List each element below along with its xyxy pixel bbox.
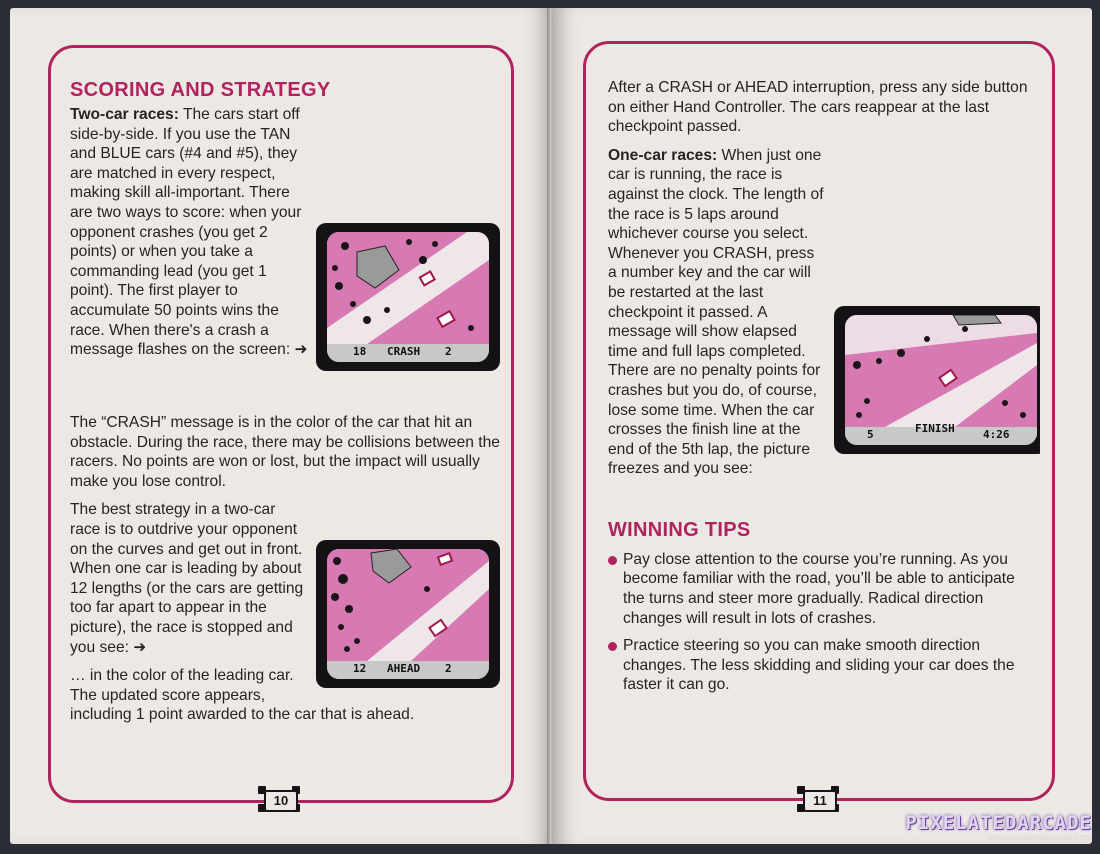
finish-message: FINISH <box>915 421 955 435</box>
crash-message-paragraph: The “CRASH” message is in the color of the car that hit an obstacle. During the race, there may be collisions between the racers. No points are won or lost, but the impact will usually make you lose control. <box>70 414 500 490</box>
ahead-screen-image <box>316 540 500 688</box>
arrow-right-icon: ➜ <box>133 638 147 656</box>
leading-car-paragraph: … in the color of the leading car. The updated score appears, including 1 point awarded to the car that is ahead. <box>70 667 415 724</box>
right-page <box>553 8 1092 844</box>
ahead-screen-status <box>327 659 489 674</box>
crash-screen-status <box>327 342 489 357</box>
right-page-content <box>608 78 1040 703</box>
interruption-paragraph: After a CRASH or AHEAD interruption, press any side button on either Hand Controller. The cars reappear at the last checkpoint passed. <box>608 79 1028 136</box>
finish-time: 4:26 <box>983 427 1010 441</box>
watermark <box>905 812 1092 842</box>
left-page <box>10 8 550 844</box>
crash-score-right: 2 <box>445 345 452 358</box>
winning-tips-heading: WINNING TIPS <box>608 518 751 541</box>
winning-tips-list <box>608 550 1040 695</box>
crash-score-left: 18 <box>353 345 367 358</box>
page-number-10: 10 <box>264 790 298 812</box>
scoring-block-1 <box>70 105 506 377</box>
strategy-paragraph: The best strategy in a two-car race is to outdrive your opponent on the curves and get out in front. When one car is leading by about 12 lengths (or the cars are getting too far apart to appear in the picture), the race is stopped and you see: ➜ <box>70 501 304 656</box>
finish-screen-image <box>834 306 1040 454</box>
watermark-name: PIXELATEDARCADE <box>905 812 1092 834</box>
crash-message: CRASH <box>387 345 421 358</box>
one-car-block <box>608 146 1040 488</box>
scoring-heading: SCORING AND STRATEGY <box>70 79 331 101</box>
finish-laps: 5 <box>867 427 874 441</box>
finish-screen-status <box>845 421 1037 441</box>
page-number-11: 11 <box>803 790 837 812</box>
scoring-block-2 <box>70 500 506 734</box>
watermark-url: www.pixelatedarcade.com <box>987 832 1092 842</box>
crash-screen-image <box>316 223 500 371</box>
two-car-races-paragraph: Two-car races: The cars start off side-by-side. If you use the TAN and BLUE cars (#4 and #5), they are matched in every respect, making skill all-important. There are two ways to score: when your opponent crashes (you get 2 points) or when you take a commanding lead (you get 1 point). The first player to accumulate 50 points wins the race. When there's a crash a message flashes on the screen: ➜ <box>70 106 308 359</box>
arrow-right-icon: ➜ <box>294 341 308 359</box>
list-item: Practice steering so you can make smooth direction changes. The less skidding and sliding your car does the faster it can go. <box>608 636 1040 695</box>
ahead-score-left: 12 <box>353 662 367 676</box>
page-number-badge-left <box>256 784 302 814</box>
one-car-races-paragraph: One-car races: When just one car is running, the race is against the clock. The length of the race is 5 laps around whichever course you select. Whenever you CRASH, press a number key and the car will be restarted at the last checkpoint it passed. A message will show elapsed time and full laps completed. There are no penalty points for crashes but you do, of course, lose some time. When the car crosses the finish line at the end of the 5th lap, the picture freezes and you see: <box>608 146 824 478</box>
ahead-score-right: 2 <box>445 662 452 676</box>
page-number-badge-right <box>795 784 841 814</box>
list-item: Pay close attention to the course you’re running. As you become familiar with the road, you’ll be able to anticipate the turns and steer more gradually. Radical direction changes will result in lots of crashes. <box>608 550 1040 628</box>
left-page-content <box>70 78 506 734</box>
ahead-message: AHEAD <box>387 662 421 676</box>
